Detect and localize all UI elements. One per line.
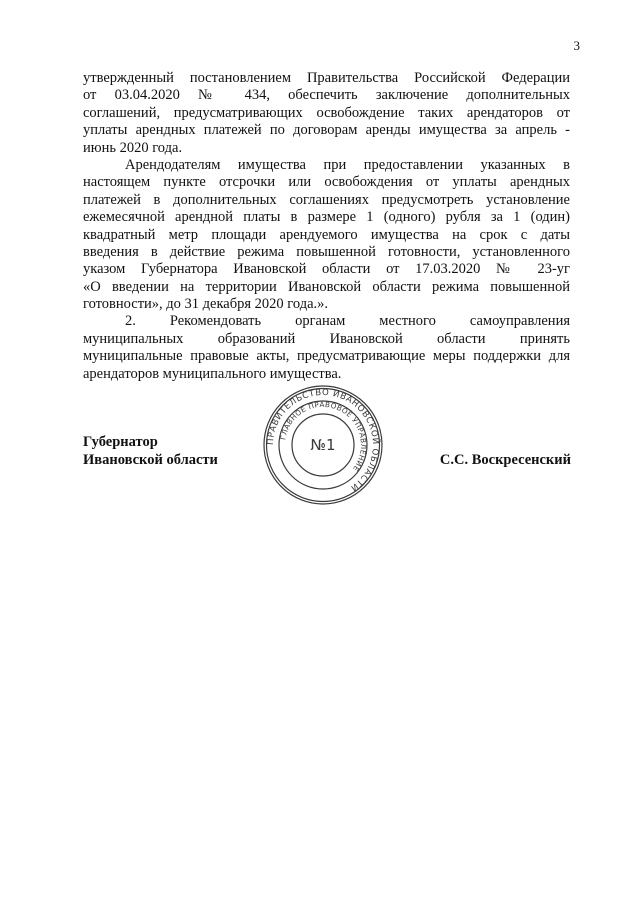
signatory-position-line: Ивановской области: [83, 452, 218, 468]
text-line: соглашений, предусматривающих освобождение таких арендаторов от: [83, 104, 570, 121]
paragraph-first-line: 2. Рекомендовать органам местного самоуправления: [125, 313, 570, 330]
text-line: настоящем пункте отсрочки или освобождения от уплаты арендных: [83, 174, 570, 191]
paragraph-first-line: Арендодателям имущества при предоставлении указанных в: [125, 156, 570, 173]
text-line: муниципальные правовые акты, предусматривающие меры поддержки для: [83, 348, 570, 365]
text-line: ежемесячной арендной платы в размере 1 (одного) рубля за 1 (один): [83, 209, 570, 226]
text-line: утвержденный постановлением Правительства Российской Федерации: [83, 70, 570, 86]
text-line: указом Губернатора Ивановской области от 17.03.2020 № 23-уг: [83, 261, 570, 278]
text-line: муниципальных образований Ивановской области принять: [83, 330, 570, 347]
text-line: арендаторов муниципального имущества.: [83, 365, 342, 382]
signatory-name: С.С. Воскресенский: [439, 452, 571, 468]
text-line: уплаты арендных платежей по договорам аренды имущества за апрель -: [83, 122, 570, 139]
official-seal: [262, 384, 384, 506]
text-line: июнь 2020 года.: [83, 139, 183, 156]
seal-graphic: [262, 384, 384, 506]
signatory-position-line: Губернатор: [83, 434, 158, 450]
text-line: квадратный метр площади арендуемого имущества на срок с даты: [83, 226, 570, 243]
seal-center-text: №1: [310, 436, 336, 454]
signatory-position: [83, 433, 218, 469]
seal-inner-text: ГЛАВНОЕ ПРАВОВОЕ УПРАВЛЕНИЕ: [278, 399, 369, 474]
text-line: от 03.04.2020 № 434, обеспечить заключение дополнительных: [83, 87, 570, 104]
text-line: платежей в дополнительных соглашениях предусмотреть установление: [83, 191, 570, 208]
page-number: 3: [573, 38, 580, 53]
text-line: введения в действие режима повышенной готовности, установленного: [83, 243, 570, 260]
document-body: [83, 70, 570, 383]
seal-outer-text: ПРАВИТЕЛЬСТВО ИВАНОВСКОЙ ОБЛАСТИ: [265, 387, 381, 493]
text-line: готовности», до 31 декабря 2020 года.».: [83, 296, 329, 313]
text-line: «О введении на территории Ивановской области режима повышенной: [83, 278, 570, 295]
